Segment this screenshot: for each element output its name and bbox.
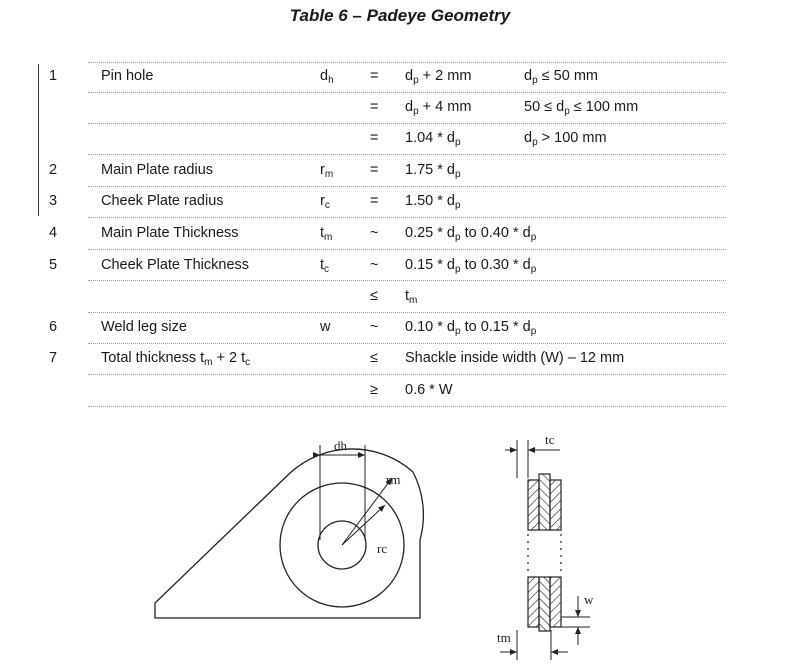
rc-label: rc	[377, 541, 388, 556]
row-number: 1	[49, 68, 58, 84]
cheek-plate-right-bottom	[550, 577, 561, 627]
row-description: Weld leg size	[101, 319, 187, 335]
row-number: 7	[49, 350, 58, 366]
row-description: Cheek Plate radius	[101, 193, 224, 209]
row-operator: =	[370, 162, 379, 178]
row-expression: Shackle inside width (W) – 12 mm	[405, 350, 625, 366]
tc-label: tc	[545, 432, 555, 447]
row-operator: ≥	[370, 382, 378, 398]
row-operator: ~	[370, 319, 379, 335]
table-title: Table 6 – Padeye Geometry	[289, 6, 511, 25]
main-plate-bottom	[539, 577, 550, 631]
row-condition: $50 \le d_p \le 100$ mm	[524, 99, 639, 117]
rc-radius-line	[342, 505, 385, 545]
row-operator: =	[370, 68, 379, 84]
w-label: w	[584, 592, 594, 607]
row-expression: $1.50 * d_p$	[405, 193, 461, 211]
row-operator: ~	[370, 257, 379, 273]
main-plate-outline	[155, 449, 423, 618]
row-number: 4	[49, 225, 58, 241]
padeye-section-view	[500, 440, 590, 660]
row-number: 6	[49, 319, 58, 335]
row-condition: $d_p \le 50$ mm	[524, 68, 598, 86]
row-operator: ≤	[370, 288, 378, 304]
row-expression: $0.25 * d_p$ to $0.40 * d_p$	[405, 225, 537, 243]
row-symbol: $t_c$	[320, 257, 330, 275]
row-description: Main Plate Thickness	[101, 225, 239, 241]
row-symbol: $r_m$	[320, 162, 334, 180]
row-expression: $0.15 * d_p$ to $0.30 * d_p$	[405, 257, 537, 275]
row-expression: $1.04 * d_p$	[405, 130, 461, 148]
row-expression: 0.6 * W	[405, 382, 453, 398]
cheek-plate-right-top	[550, 480, 561, 530]
padeye-side-view	[155, 445, 423, 618]
row-description: Total thickness $t_m + 2$ $t_c$	[101, 350, 251, 368]
row-expression: $d_p + 4$ mm	[405, 99, 472, 117]
row-expression: $t_m$	[405, 288, 418, 306]
row-number: 3	[49, 193, 58, 209]
dh-label: dh	[334, 438, 347, 453]
row-condition: $d_p > 100$ mm	[524, 130, 607, 148]
row-operator: ~	[370, 225, 379, 241]
tm-label: tm	[497, 630, 511, 645]
row-operator: ≤	[370, 350, 378, 366]
row-expression: $d_p + 2$ mm	[405, 68, 472, 86]
row-description: Pin hole	[101, 68, 154, 84]
row-operator: =	[370, 130, 379, 146]
row-description: Cheek Plate Thickness	[101, 257, 250, 273]
row-symbol: $t_m$	[320, 225, 333, 243]
row-expression: $1.75 * d_p$	[405, 162, 461, 180]
main-plate-top	[539, 474, 550, 530]
rm-label: rm	[386, 472, 401, 487]
row-symbol: w	[320, 319, 331, 335]
row-symbol: $d_h$	[320, 68, 334, 86]
row-operator: =	[370, 193, 379, 209]
row-number: 5	[49, 257, 58, 273]
cheek-plate-left-bottom	[528, 577, 539, 627]
cheek-plate-left-top	[528, 480, 539, 530]
row-operator: =	[370, 99, 379, 115]
row-symbol: $r_c$	[320, 193, 330, 211]
row-expression: $0.10 * d_p$ to $0.15 * d_p$	[405, 319, 537, 337]
row-description: Main Plate radius	[101, 162, 214, 178]
row-number: 2	[49, 162, 58, 178]
